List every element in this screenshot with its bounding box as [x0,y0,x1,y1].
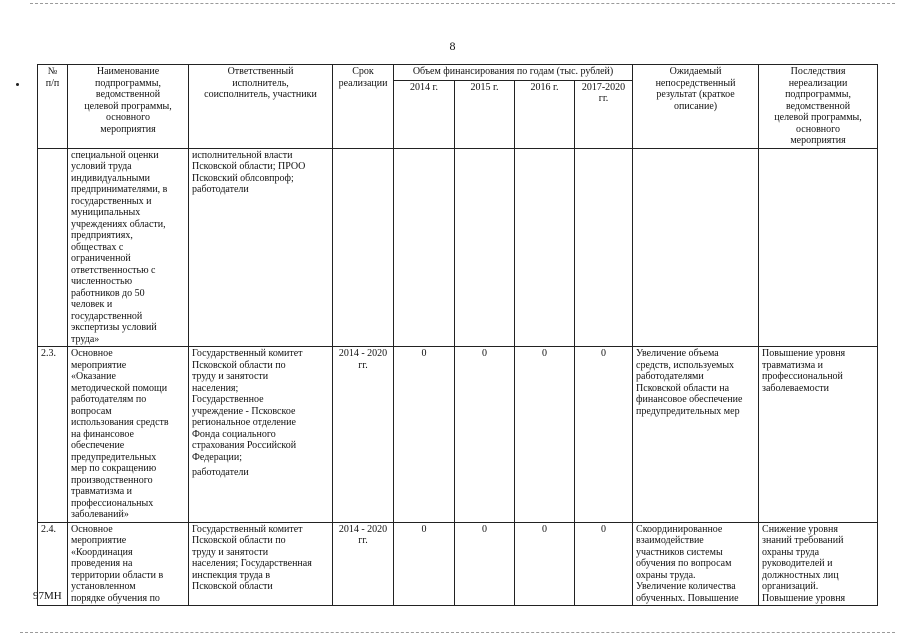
header-name: Наименование подпрограммы, ведомственной целевой программы, основного мероприятия [68,65,189,149]
margin-dot [16,83,19,86]
table-row [38,148,878,347]
document-code: 97МН [33,590,62,602]
header-year-2014: 2014 г. [394,80,455,148]
cell-consequences [759,148,878,347]
cell-2016: 0 [515,347,575,523]
cell-executor: Государственный комитет Псковской области по труду и занятости населения; Государственная инспекция труда в Псковской области [189,522,333,606]
header-funding: Объем финансирования по годам (тыс. рублей) [394,65,633,81]
cell-period: 2014 - 2020 гг. [333,347,394,523]
program-table [37,64,878,606]
cell-name: Основное мероприятие «Оказание методической помощи работодателям по вопросам использования средств на финансовое обеспечение предупредительных мер по сокращению производственного травматизма и профессиональных заболеваний» [68,347,189,523]
cell-consequences: Повышение уровня травматизма и профессиональной заболеваемости [759,347,878,523]
cell-executor: исполнительной власти Псковской области; ПРОО Псковский облсовпроф; работодатели [189,148,333,347]
cell-name: Основное мероприятие «Координация проведения на территории области в установленном порядке обучения по [68,522,189,606]
table-row [38,347,878,523]
table-row [38,522,878,606]
cell-2017-2020: 0 [575,522,633,606]
header-consequences: Последствия нереализации подпрограммы, ведомственной целевой программы, основного мероприятия [759,65,878,149]
cell-2016: 0 [515,522,575,606]
cell-2016 [515,148,575,347]
cell-name: специальной оценки условий труда индивидуальными предпринимателями, в государственных и муниципальных учреждениях области, предприятиях, обществах с ограниченной ответственностью с численностью работников до 50 человек и государственной экспертизы условий труда» [68,148,189,347]
cell-2014 [394,148,455,347]
header-executor: Ответственный исполнитель, соисполнитель, участники [189,65,333,149]
header-period: Срок реализации [333,65,394,149]
cell-num: 2.3. [38,347,68,523]
cell-2015: 0 [455,347,515,523]
header-row [38,65,878,81]
cell-num [38,148,68,347]
cell-result: Скоординированное взаимодействие участников системы обучения по вопросам охраны труда. Увеличение количества обученных. Повышение [633,522,759,606]
header-year-2017-2020: 2017-2020 гг. [575,80,633,148]
cell-consequences: Снижение уровня знаний требований охраны труда руководителей и должностных лиц организаций. Повышение уровня [759,522,878,606]
cell-result: Увеличение объема средств, используемых работодателями Псковской области на финансовое обеспечение предупредительных мер [633,347,759,523]
scan-bottom-edge [20,632,895,633]
cell-executor-extra: работодатели [192,467,249,478]
cell-executor: Государственный комитет Псковской области по труду и занятости населения; Государственное учреждение - Псковское региональное отделение Фонда социального страхования Российской Федерации; работодатели [189,347,333,523]
cell-num: 2.4. [38,522,68,606]
cell-period: 2014 - 2020 гг. [333,522,394,606]
header-year-2015: 2015 г. [455,80,515,148]
cell-2014: 0 [394,347,455,523]
header-year-2016: 2016 г. [515,80,575,148]
header-result: Ожидаемый непосредственный результат (краткое описание) [633,65,759,149]
cell-2015: 0 [455,522,515,606]
cell-period [333,148,394,347]
scan-top-edge [30,3,895,4]
cell-result [633,148,759,347]
header-num: № п/п [38,65,68,149]
page-number: 8 [449,39,456,53]
cell-2015 [455,148,515,347]
cell-2017-2020: 0 [575,347,633,523]
cell-2017-2020 [575,148,633,347]
cell-2014: 0 [394,522,455,606]
